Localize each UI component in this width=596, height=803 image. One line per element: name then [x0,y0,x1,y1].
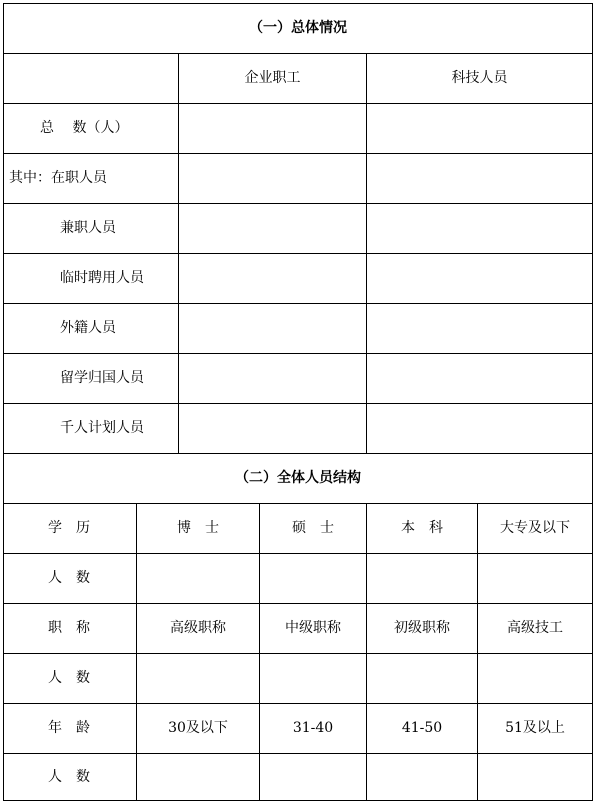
phd-count-cell[interactable] [137,554,260,604]
col-phd: 博 士 [137,504,260,554]
age-31-40-count-cell[interactable] [260,754,367,801]
master-count-cell[interactable] [260,554,367,604]
row-label-employed: 其中：在职人员 [4,154,179,204]
employed-tech-cell[interactable] [367,154,593,204]
parttime-enterprise-cell[interactable] [179,204,367,254]
row-label-total: 总 数（人） [4,104,179,154]
row-label-education-count: 人 数 [4,554,137,604]
col-junior-title: 初级职称 [367,604,478,654]
section1-title: （一）总体情况 [4,4,593,54]
col-mid-title: 中级职称 [260,604,367,654]
col-bachelor: 本 科 [367,504,478,554]
row-label-age-count: 人 数 [4,754,137,801]
row-label-temporary: 临时聘用人员 [4,254,179,304]
age-41-50-count-cell[interactable] [367,754,478,801]
col-college-below: 大专及以下 [478,504,593,554]
col-enterprise-header: 企业职工 [179,54,367,104]
bachelor-count-cell[interactable] [367,554,478,604]
col-master: 硕 士 [260,504,367,554]
personnel-table [3,3,593,801]
parttime-tech-cell[interactable] [367,204,593,254]
mid-title-count-cell[interactable] [260,654,367,704]
row-label-education: 学 历 [4,504,137,554]
returnee-enterprise-cell[interactable] [179,354,367,404]
returnee-tech-cell[interactable] [367,354,593,404]
foreign-tech-cell[interactable] [367,304,593,354]
personnel-form [3,3,592,800]
total-tech-cell[interactable] [367,104,593,154]
row-label-returnee: 留学归国人员 [4,354,179,404]
college-count-cell[interactable] [478,554,593,604]
row-label-age: 年 龄 [4,704,137,754]
foreign-enterprise-cell[interactable] [179,304,367,354]
employed-enterprise-cell[interactable] [179,154,367,204]
col-age-30-below: 30及以下 [137,704,260,754]
row-label-parttime: 兼职人员 [4,204,179,254]
col-senior-title: 高级职称 [137,604,260,654]
row-label-title: 职 称 [4,604,137,654]
age-51-count-cell[interactable] [478,754,593,801]
thousand-talents-tech-cell[interactable] [367,404,593,454]
total-enterprise-cell[interactable] [179,104,367,154]
junior-title-count-cell[interactable] [367,654,478,704]
section2-title: （二）全体人员结构 [4,454,593,504]
row-label-foreign: 外籍人员 [4,304,179,354]
row-label-thousand-talents: 千人计划人员 [4,404,179,454]
row-label-title-count: 人 数 [4,654,137,704]
thousand-talents-enterprise-cell[interactable] [179,404,367,454]
col-age-41-50: 41-50 [367,704,478,754]
senior-title-count-cell[interactable] [137,654,260,704]
header-blank-cell [4,54,179,104]
temporary-tech-cell[interactable] [367,254,593,304]
senior-technician-count-cell[interactable] [478,654,593,704]
temporary-enterprise-cell[interactable] [179,254,367,304]
col-age-51-above: 51及以上 [478,704,593,754]
col-senior-technician: 高级技工 [478,604,593,654]
col-tech-header: 科技人员 [367,54,593,104]
age-30-count-cell[interactable] [137,754,260,801]
col-age-31-40: 31-40 [260,704,367,754]
